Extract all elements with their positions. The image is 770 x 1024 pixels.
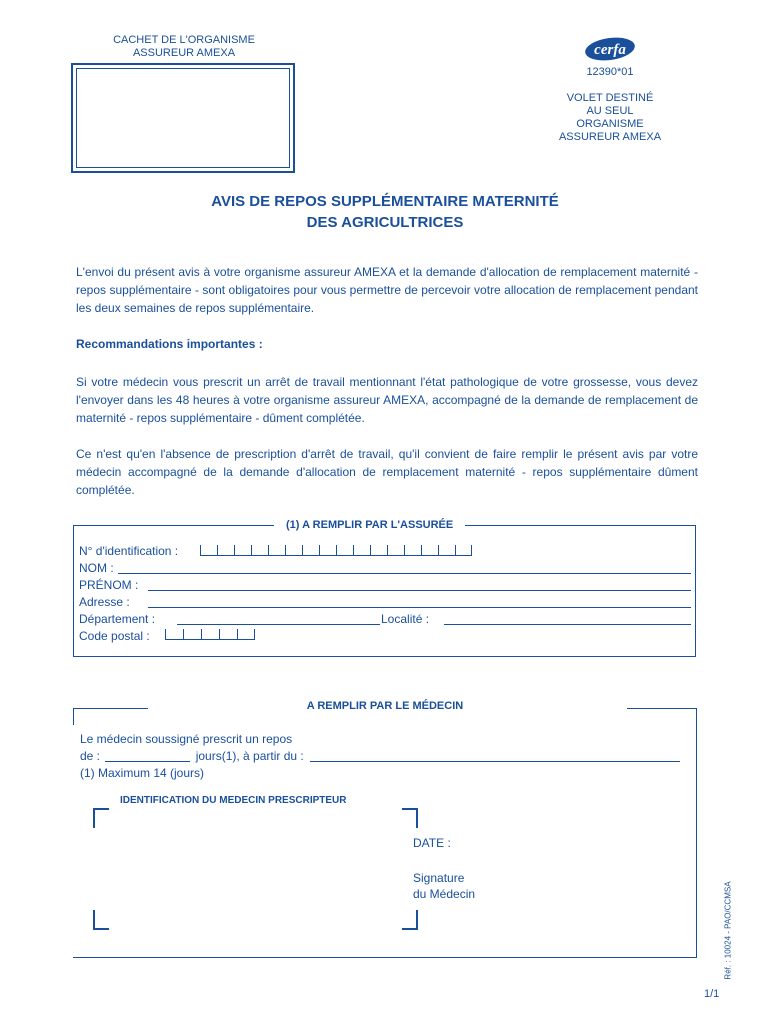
- medecin-prescription-line: Le médecin soussigné prescrit un repos: [80, 732, 293, 746]
- title-line-2: DES AGRICULTRICES: [306, 214, 464, 231]
- volet-line-3: ORGANISME: [576, 118, 644, 130]
- adresse-field[interactable]: [148, 607, 691, 608]
- prenom-label: PRÉNOM :: [79, 578, 139, 592]
- nom-field[interactable]: [118, 573, 691, 574]
- date-label: DATE :: [413, 836, 451, 850]
- title-line-1: AVIS DE REPOS SUPPLÉMENTAIRE MATERNITÉ: [211, 193, 559, 210]
- recommendation-paragraph-1: Si votre médecin vous prescrit un arrêt de travail mentionnant l'état pathologique de votre grossesse, vous devez l'envoyer dans les 48 heures à votre organisme assureur AMEXA, accompagné de la demande de remplacement de maternité - repos supplémentaire - dûment complétée.: [76, 375, 698, 425]
- identification-corner-bottom-right: [402, 910, 418, 930]
- identification-corner-bottom-left: [93, 910, 109, 930]
- cerfa-number: 12390*01: [586, 66, 634, 78]
- adresse-label: Adresse :: [79, 595, 130, 609]
- recommendation-paragraph-2: Ce n'est qu'en l'absence de prescription d'arrêt de travail, qu'il convient de faire remplir le présent avis par votre médecin accompagné de la demande d'allocation de remplacement maternité - repos supplémentaire dûment complétée.: [76, 447, 698, 497]
- identification-title: IDENTIFICATION DU MEDECIN PRESCRIPTEUR: [120, 795, 347, 806]
- code-postal-field[interactable]: [165, 629, 255, 640]
- medecin-duration-row: [80, 747, 680, 765]
- localite-label: Localité :: [381, 612, 430, 626]
- reference-code: Réf. : 10024 - PAO/CCMSA: [723, 881, 733, 980]
- page-number: 1/1: [704, 988, 720, 1000]
- stamp-caption: [86, 34, 282, 60]
- days-field[interactable]: [105, 761, 190, 762]
- cerfa-logo-text: cerfa: [594, 42, 626, 58]
- nom-label: NOM :: [79, 561, 114, 575]
- stamp-caption-line-1: CACHET DE L'ORGANISME: [113, 34, 255, 46]
- duration-mid: jours(1), à partir du :: [195, 749, 304, 763]
- volet-line-1: VOLET DESTINÉ: [566, 92, 654, 104]
- code-postal-label: Code postal :: [79, 629, 150, 643]
- departement-field[interactable]: [177, 624, 380, 625]
- stamp-caption-line-2: ASSUREUR AMEXA: [132, 47, 236, 59]
- prenom-field[interactable]: [148, 590, 691, 591]
- identification-corner-top-left: [93, 808, 109, 828]
- assuree-section-title: (1) A REMPLIR PAR L'ASSURÉE: [274, 519, 465, 531]
- maximum-note: (1) Maximum 14 (jours): [80, 766, 205, 780]
- identification-corner-top-right: [402, 808, 418, 828]
- intro-paragraph: L'envoi du présent avis à votre organisme assureur AMEXA et la demande d'allocation de remplacement maternité - repos supplémentaire - sont obligatoires pour vous permettre de percevoir votre allocation de remplacement pendant les deux semaines de repos supplémentaire.: [76, 265, 698, 315]
- cerfa-logo: [584, 36, 636, 62]
- recommendations-heading: Recommandations importantes :: [76, 337, 263, 351]
- page-title: [0, 191, 770, 233]
- volet-line-4: ASSUREUR AMEXA: [558, 131, 662, 143]
- localite-field[interactable]: [444, 624, 691, 625]
- departement-label: Département :: [79, 612, 156, 626]
- medecin-frame-bottom: [73, 957, 697, 958]
- signature-label-line-1: Signature: [413, 871, 465, 885]
- stamp-box: [71, 63, 295, 173]
- volet-line-2: AU SEUL: [586, 105, 634, 117]
- id-number-field[interactable]: [200, 545, 472, 556]
- assuree-section: [73, 519, 696, 657]
- medecin-frame-right: [696, 708, 697, 958]
- id-label: N° d'identification :: [79, 544, 179, 558]
- volet-destine: [540, 92, 680, 144]
- start-date-field[interactable]: [310, 761, 680, 762]
- medecin-section-title: A REMPLIR PAR LE MÉDECIN: [306, 700, 464, 712]
- duration-prefix: de :: [80, 749, 101, 763]
- signature-label-line-2: du Médecin: [413, 887, 476, 901]
